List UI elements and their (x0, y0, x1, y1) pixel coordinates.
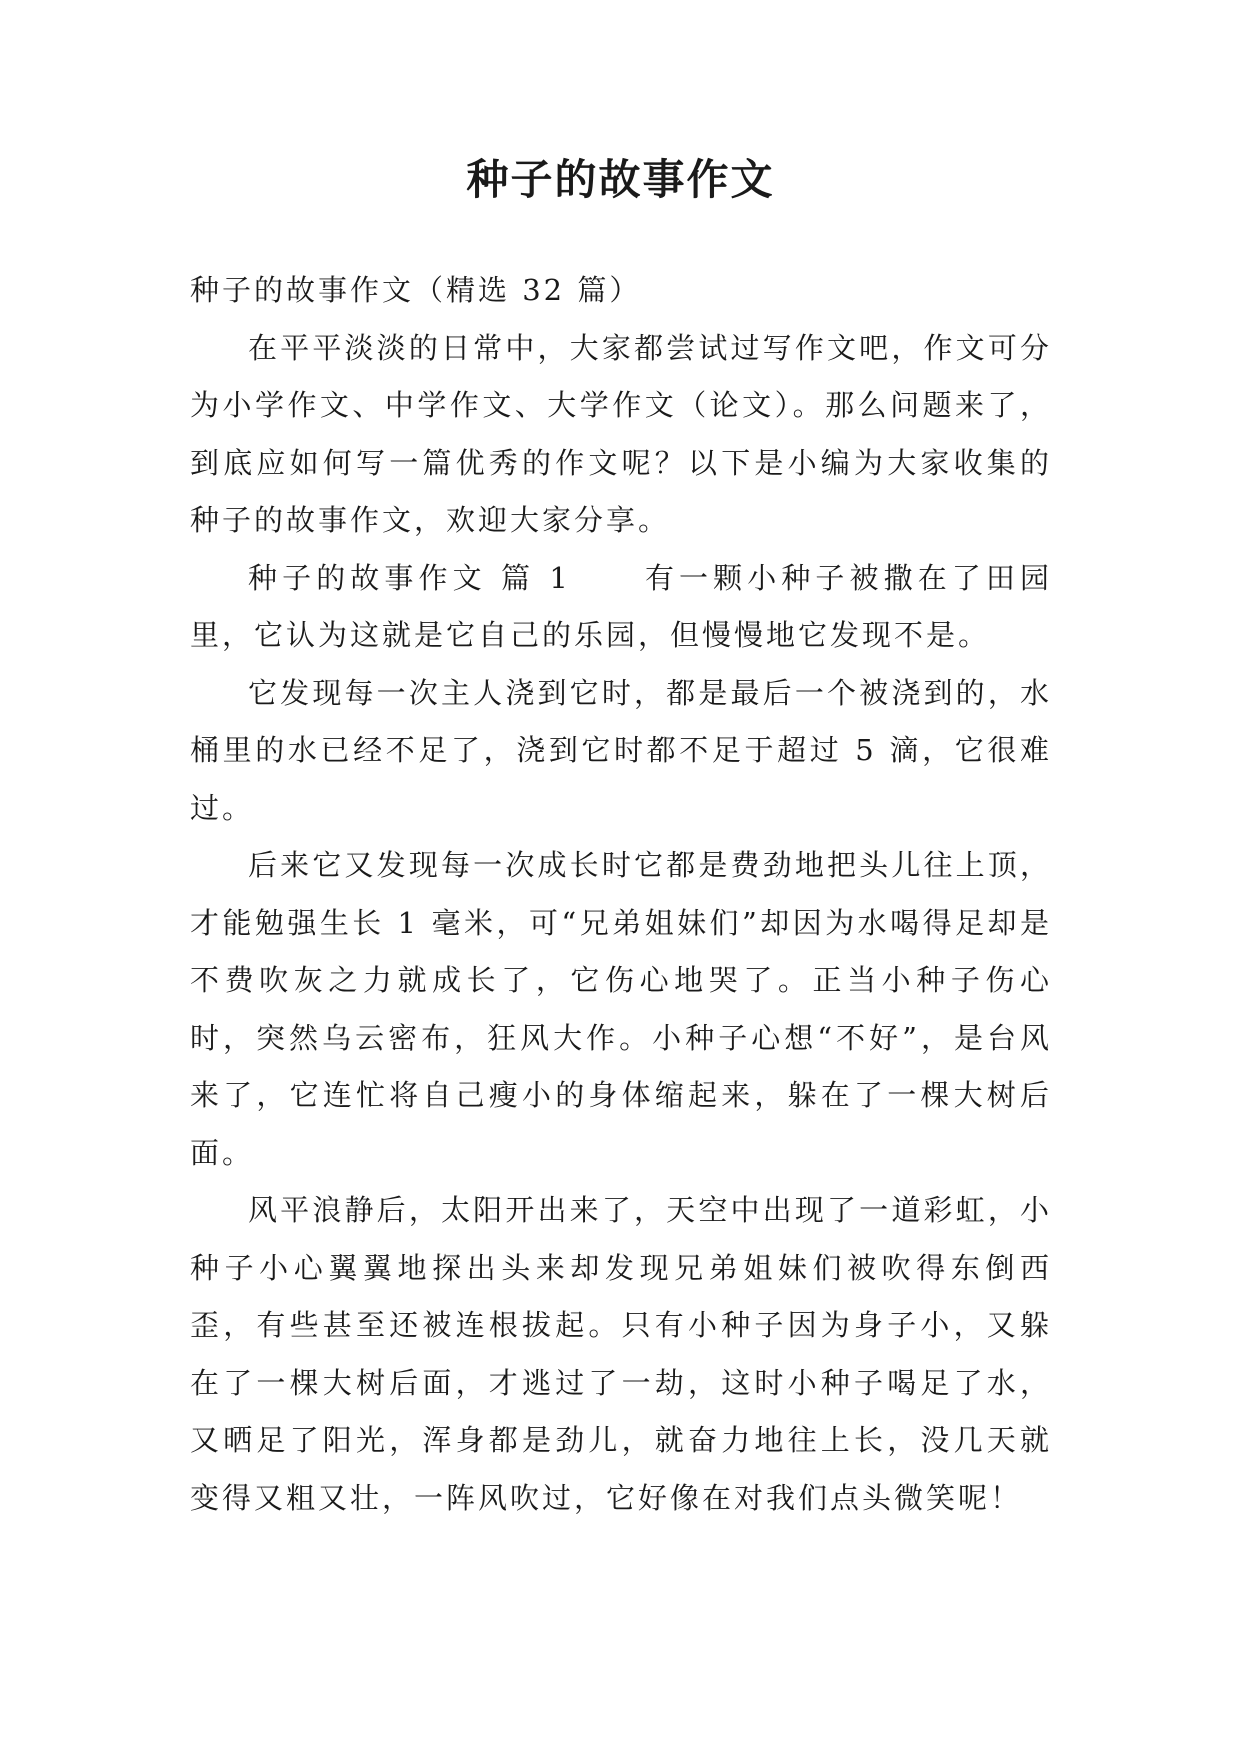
body-paragraph: 它发现每一次主人浇到它时，都是最后一个被浇到的，水桶里的水已经不足了，浇到它时都不足于超过 5 滴，它很难过。 (190, 675, 1052, 825)
section-1-heading: 种子的故事作文 篇 1 (248, 560, 571, 595)
intro-paragraph: 在平平淡淡的日常中，大家都尝试过写作文吧，作文可分为小学作文、中学作文、大学作文（论文）。那么问题来了，到底应如何写一篇优秀的作文呢？以下是小编为大家收集的种子的故事作文，欢迎大家分享。 (190, 330, 1052, 537)
body-paragraph: 后来它又发现每一次成长时它都是费劲地把头儿往上顶，才能勉强生长 1 毫米，可“兄弟姐妹们”却因为水喝得足却是不费吹灰之力就成长了，它伤心地哭了。正当小种子伤心时，突然乌云密布，狂风大作。小种子心想“不好”，是台风来了，它连忙将自己瘦小的身体缩起来，躲在了一棵大树后面。 (190, 848, 1052, 1170)
section-1-first-text: 有一颗小种子被撒在了田园里，它认为这就是它自己的乐园，但慢慢地它发现不是。 (190, 560, 1052, 652)
section-1-paragraph (190, 550, 1052, 665)
document-title: 种子的故事作文 (466, 155, 775, 204)
document-body (190, 262, 1052, 1527)
document-subtitle: 种子的故事作文（精选 32 篇） (190, 273, 642, 307)
body-paragraph: 风平浪静后，太阳开出来了，天空中出现了一道彩虹，小种子小心翼翼地探出头来却发现兄弟姐妹们被吹得东倒西歪，有些甚至还被连根拔起。只有小种子因为身子小，又躲在了一棵大树后面，才逃过了一劫，这时小种子喝足了水，又晒足了阳光，浑身都是劲儿，就奋力地往上长，没几天就变得又粗又壮，一阵风吹过，它好像在对我们点头微笑呢！ (190, 1193, 1052, 1515)
